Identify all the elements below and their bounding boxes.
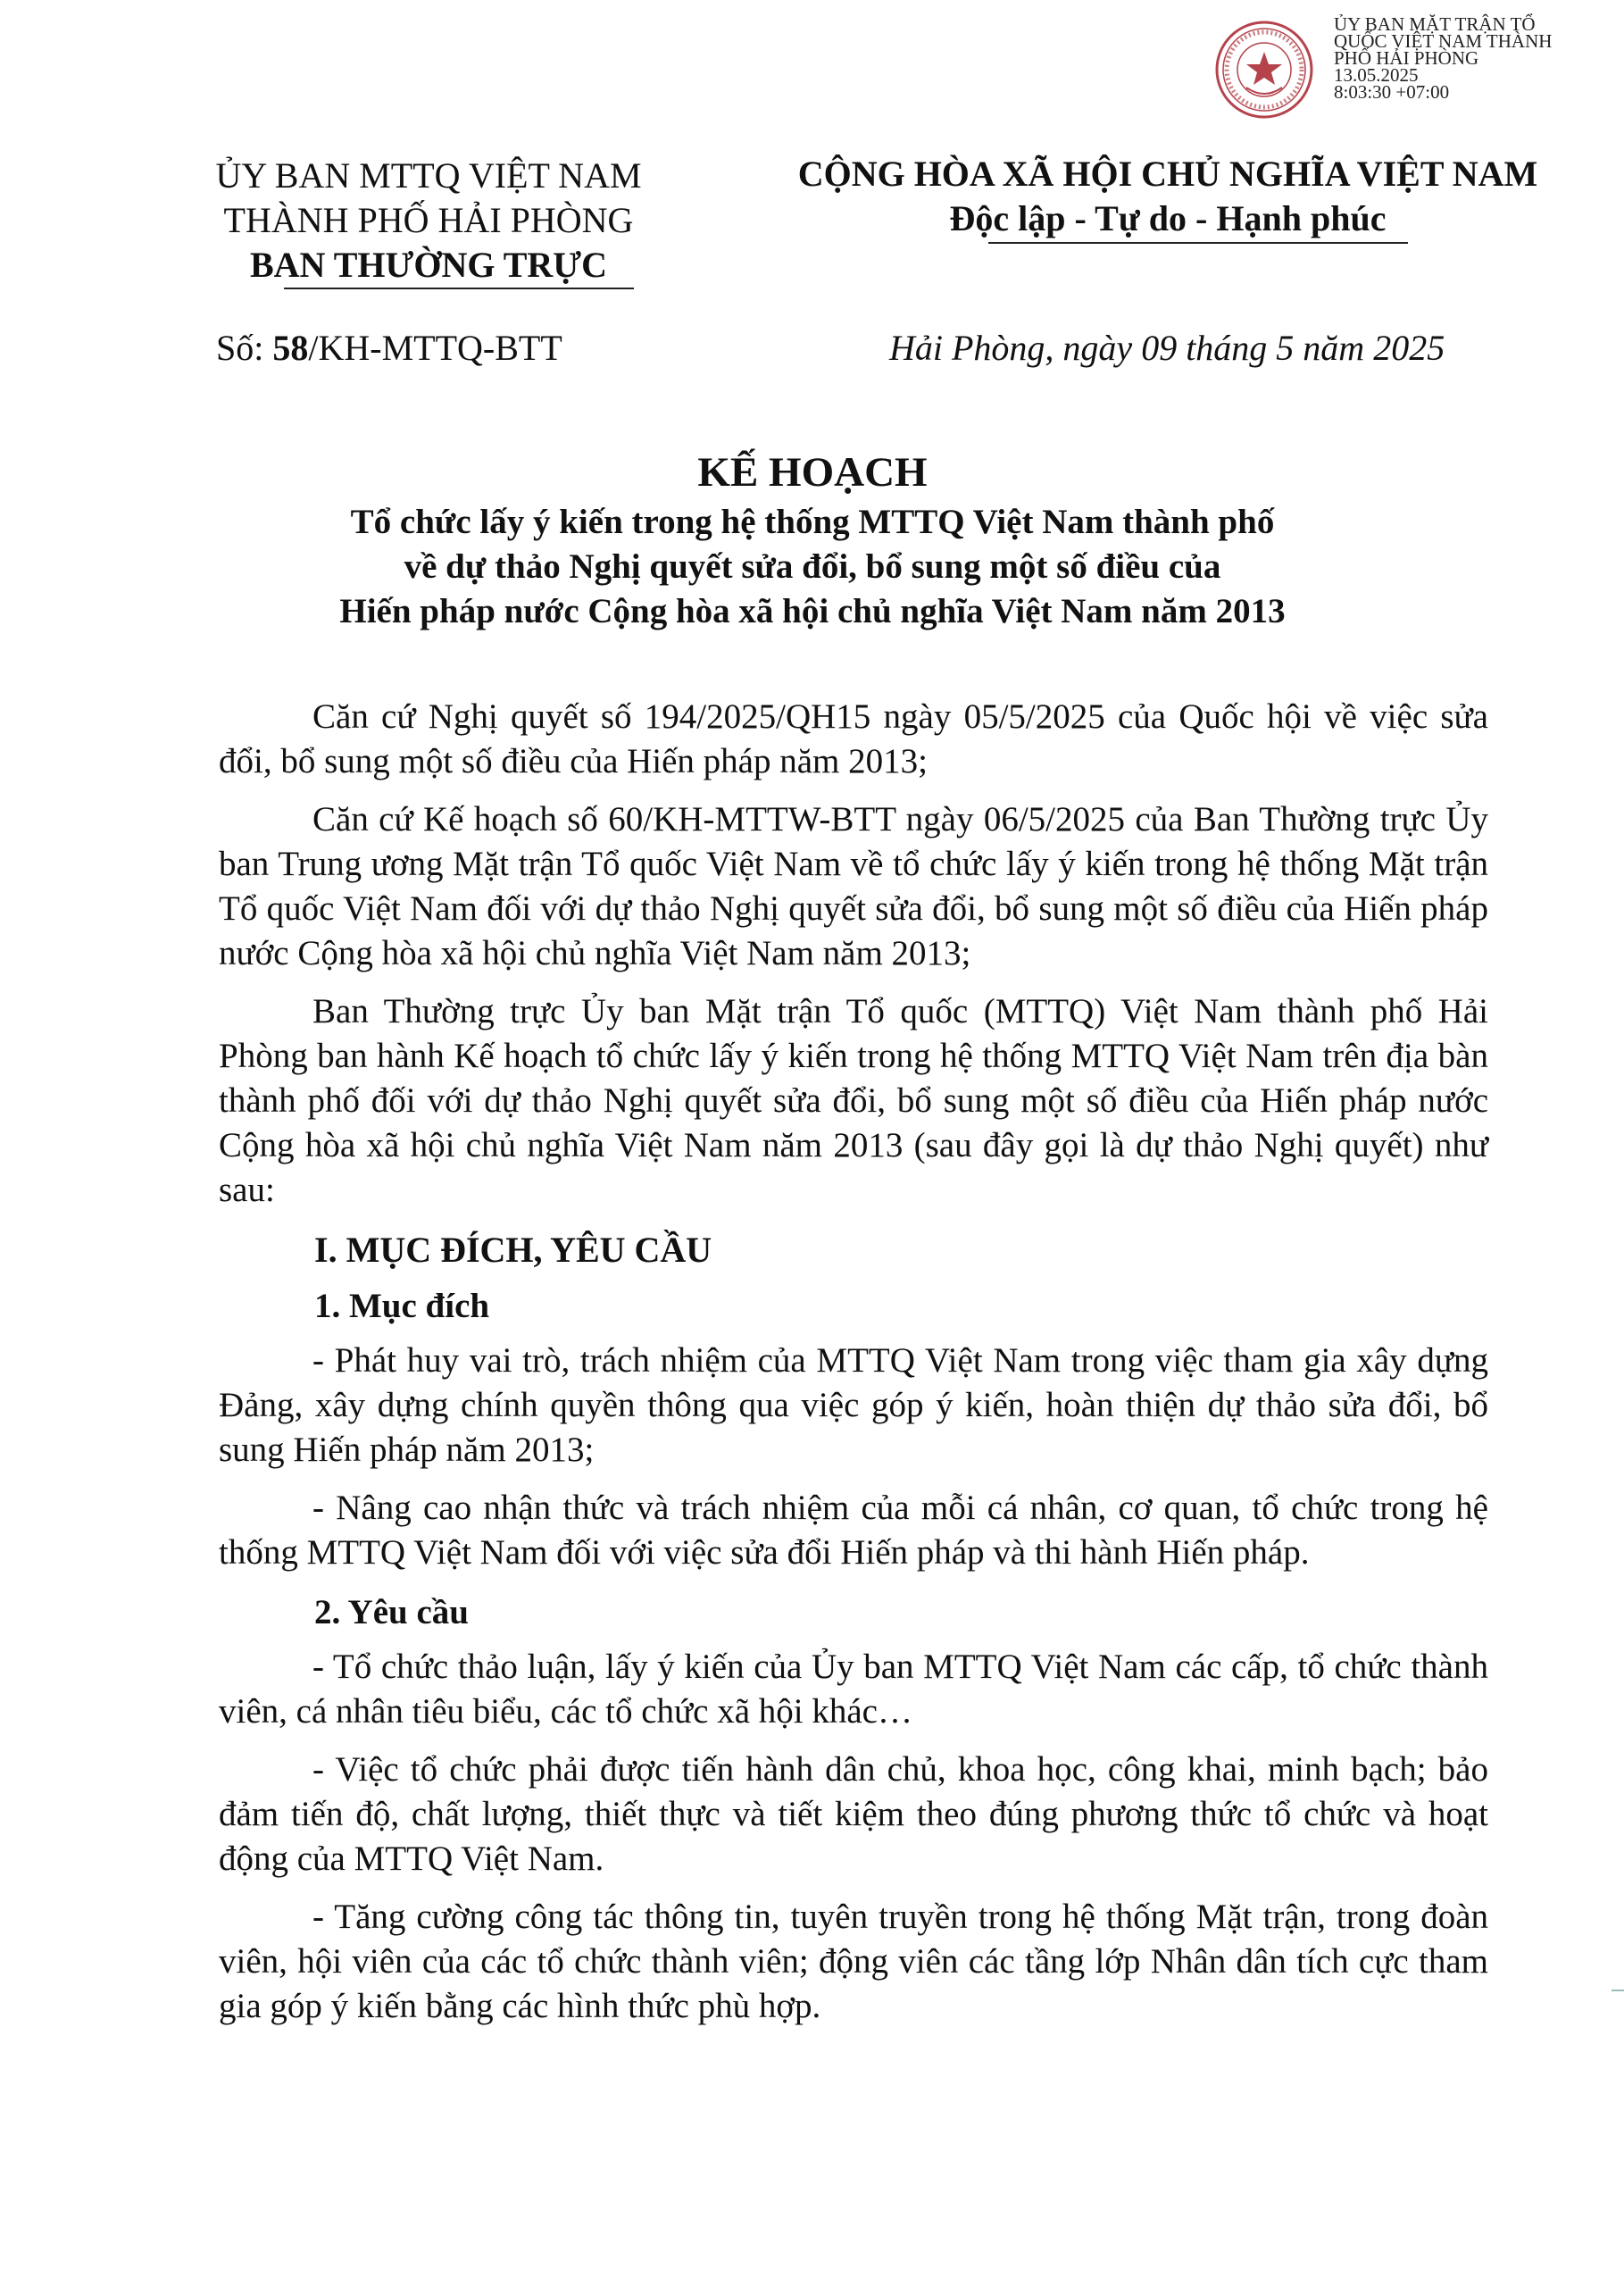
purpose-item-2: - Nâng cao nhận thức và trách nhiệm của mỗi cá nhân, cơ quan, tổ chức trong hệ thống MTTQ Việt Nam đối với việc sửa đổi Hiến pháp và thi hành Hiến pháp. [219,1489,1488,1572]
issuing-organization [179,154,679,288]
national-motto: Độc lập - Tự do - Hạnh phúc [949,198,1387,238]
document-number [216,327,562,369]
section-heading: I. MỤC ĐÍCH, YÊU CẦU [314,1230,712,1270]
signature-line: PHỐ HẢI PHÒNG [1334,47,1479,69]
signature-line: QUỐC VIỆT NAM THÀNH [1334,30,1553,52]
doc-no-prefix: Số: [216,328,273,368]
subsection-heading-purpose: 1. Mục đích [314,1287,490,1325]
subsection-heading-requirements: 2. Yêu cầu [314,1593,469,1631]
requirement-item-2: - Việc tổ chức phải được tiến hành dân chủ, khoa học, công khai, minh bạch; bảo đảm tiến độ, chất lượng, thiết thực và tiết kiệm theo đúng phương thức tổ chức và hoạt động của MTTQ Việt Nam. [219,1750,1488,1878]
subtitle-line3: Hiến pháp nước Cộng hòa xã hội chủ nghĩa Việt Nam năm 2013 [339,592,1286,630]
doc-no-suffix: /KH-MTTQ-BTT [308,328,562,368]
signature-date: 13.05.2025 [1334,64,1419,86]
intro-paragraph: Ban Thường trực Ủy ban Mặt trận Tổ quốc (MTTQ) Việt Nam thành phố Hải Phòng ban hành Kế hoạch tổ chức lấy ý kiến trong hệ thống MTTQ Việt Nam trên địa bàn thành phố đối với dự thảo Nghị quyết sửa đổi, bổ sung một số điều của Hiến pháp nước Cộng hòa xã hội chủ nghĩa Việt Nam năm 2013 (sau đây gọi là dự thảo Nghị quyết) như sau: [219,992,1488,1209]
org-underline [284,288,634,289]
motto-underline [988,242,1408,244]
org-name-line1: ỦY BAN MTTQ VIỆT NAM [215,155,642,196]
national-header [775,152,1561,241]
document-body [219,695,1488,2042]
digital-signature-info [1334,13,1620,103]
place-date: Hải Phòng, ngày 09 tháng 5 năm 2025 [889,328,1445,368]
org-name-line3: BAN THƯỜNG TRỰC [249,245,608,285]
requirement-item-3: - Tăng cường công tác thông tin, tuyên truyền trong hệ thống Mặt trận, trong đoàn viên, hội viên của các tổ chức thành viên; động viên các tầng lớp Nhân dân tích cực tham gia góp ý kiến bằng các hình thức phù hợp. [219,1898,1488,2025]
document-subtitle [179,500,1446,634]
signature-line: ỦY BAN MẶT TRẬN TỔ [1334,13,1536,35]
subtitle-line2: về dự thảo Nghị quyết sửa đổi, bổ sung một số điều của [404,547,1221,586]
legal-basis-2: Căn cứ Kế hoạch số 60/KH-MTTW-BTT ngày 06/5/2025 của Ban Thường trực Ủy ban Trung ương Mặt trận Tổ quốc Việt Nam về tổ chức lấy ý kiến trong hệ thống Mặt trận Tổ quốc Việt Nam đối với dự thảo Nghị quyết sửa đổi, bổ sung một số điều của Hiến pháp nước Cộng hòa xã hội chủ nghĩa Việt Nam năm 2013; [219,800,1488,972]
legal-basis-1: Căn cứ Nghị quyết số 194/2025/QH15 ngày 05/5/2025 của Quốc hội về việc sửa đổi, bổ sung một số điều của Hiến pháp năm 2013; [219,697,1488,780]
subtitle-line1: Tổ chức lấy ý kiến trong hệ thống MTTQ Việt Nam thành phố [350,503,1275,541]
requirement-item-1: - Tổ chức thảo luận, lấy ý kiến của Ủy ban MTTQ Việt Nam các cấp, tổ chức thành viên, cá nhân tiêu biểu, các tổ chức xã hội khác… [219,1648,1488,1731]
document-title: KẾ HOẠCH [697,449,928,496]
purpose-item-1: - Phát huy vai trò, trách nhiệm của MTTQ Việt Nam trong việc tham gia xây dựng Đảng, xây dựng chính quyền thông qua việc góp ý kiến, hoàn thiện dự thảo sửa đổi, bổ sung Hiến pháp năm 2013; [219,1341,1488,1469]
org-name-line2: THÀNH PHỐ HẢI PHÒNG [223,200,634,240]
signature-time: 8:03:30 +07:00 [1334,81,1450,103]
doc-no-number: 58 [272,328,309,368]
scan-edge-mark [1612,1990,1624,1991]
official-seal-icon [1214,20,1314,120]
republic-name: CỘNG HÒA XÃ HỘI CHỦ NGHĨA VIỆT NAM [797,154,1538,194]
